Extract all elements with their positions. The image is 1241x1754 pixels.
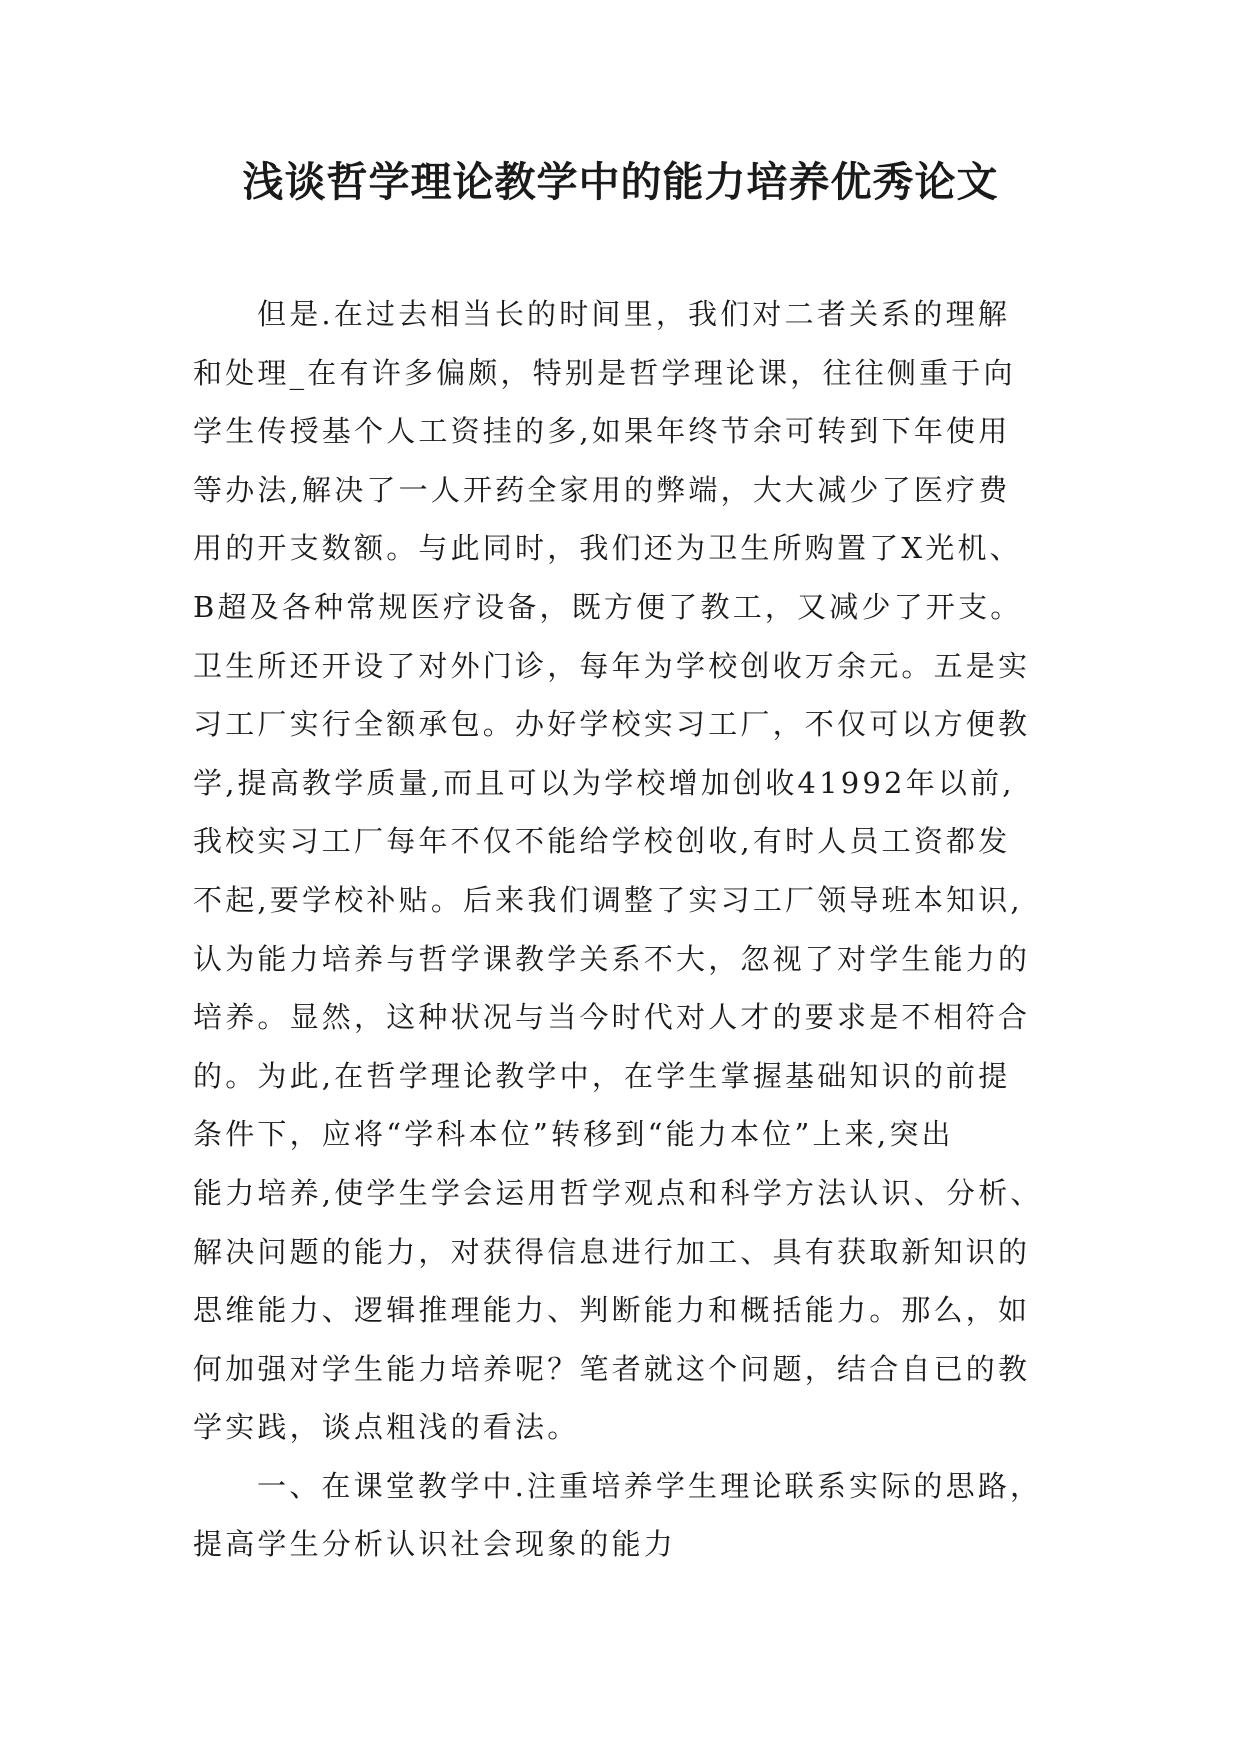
text-line: 何加强对学生能力培养呢？笔者就这个问题，结合自已的教 [193,1351,1031,1386]
text-line: 用的开支数额。与此同时，我们还为卫生所购置了X光机、 [193,531,1022,566]
text-line: 和处理_在有许多偏颇，特别是哲学理论课，往往侧重于向 [193,355,1016,390]
paragraph-1 [193,285,1073,1457]
paragraph-2 [193,1457,1073,1574]
text-line: 能力培养,使学生学会运用哲学观点和科学方法认识、分析、 [193,1175,1043,1210]
text-line: 认为能力培养与哲学课教学关系不大，忽视了对学生能力的 [193,941,1031,976]
text-line: 思维能力、逻辑推理能力、判断能力和概括能力。那么，如 [193,1293,1031,1328]
text-line: 解决问题的能力，对获得信息进行加工、具有获取新知识的 [193,1234,1031,1269]
text-line: 学生传授基个人工资挂的多,如果年终节余可转到下年使用 [193,414,1011,449]
text-line: 学实践，谈点粗浅的看法。 [193,1410,580,1445]
text-line: 等办法,解决了一人开药全家用的弊端，大大减少了医疗费 [193,472,1011,507]
text-line: B超及各种常规医疗设备，既方便了教工，又减少了开支。 [193,589,1023,624]
document-body [193,285,1073,1574]
text-line: 习工厂实行全额承包。办好学校实习工厂，不仅可以方便教 [193,707,1031,742]
text-line: 不起,要学校补贴。后来我们调整了实习工厂领导班本知识, [193,882,1023,917]
text-line: 培养。显然，这种状况与当今时代对人才的要求是不相符合 [193,1000,1031,1035]
text-line: 条件下，应将“学科本位”转移到“能力本位”上来,突出 [193,1117,954,1152]
text-line: 我校实习工厂每年不仅不能给学校创收,有时人员工资都发 [193,824,1011,859]
text-line: 提高学生分析认识社会现象的能力 [193,1527,677,1562]
text-line: 但是.在过去相当长的时间里，我们对二者关系的理解 [257,297,1011,331]
text-line: 卫生所还开设了对外门诊，每年为学校创收万余元。五是实 [193,648,1031,683]
document-title: 浅谈哲学理论教学中的能力培养优秀论文 [242,158,999,206]
text-line: 的。为此,在哲学理论教学中，在学生掌握基础知识的前提 [193,1058,1011,1093]
text-line: 一、在课堂教学中.注重培养学生理论联系实际的思路， [257,1468,1043,1503]
text-line: 学,提高教学质量,而且可以为学校增加创收41992年以前, [193,765,1015,800]
